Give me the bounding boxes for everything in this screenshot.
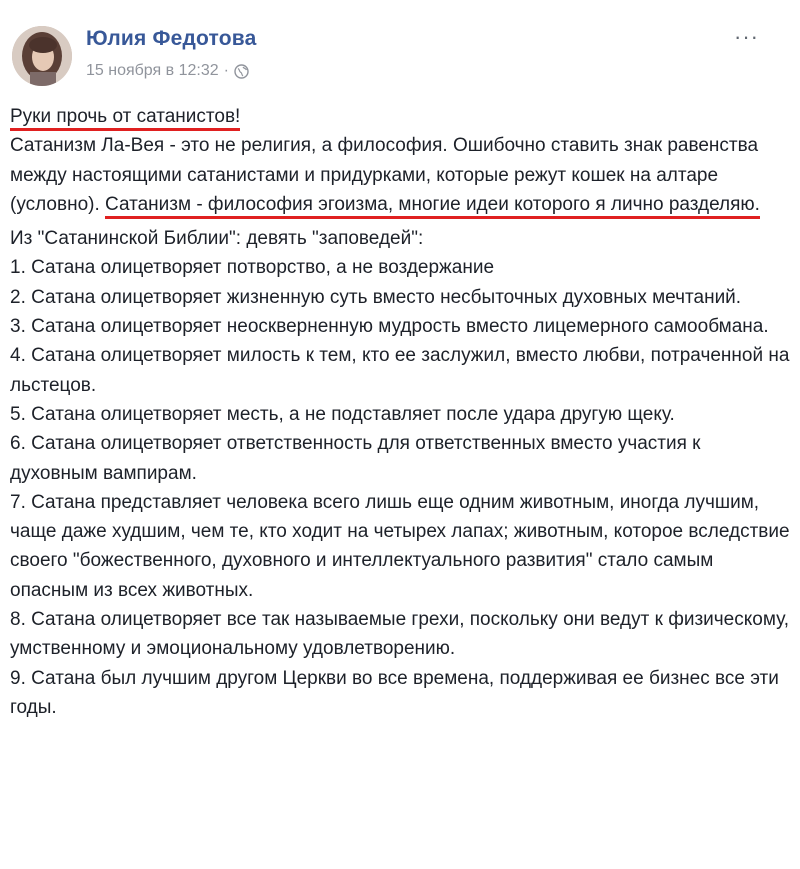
meta-separator: · <box>223 62 229 79</box>
list-item: 5. Сатана олицетворяет месть, а не подставляет после удара другую щеку. <box>10 403 675 425</box>
list-item: 7. Сатана представляет человека всего лишь еще одним животным, иногда лучшим, чаще даже худшим, чем те, кто ходит на четырех лапах; животным, которое вследствие своего "божественного, духовного и интеллектуального развития" стало самым опасным из всех животных. <box>10 491 790 601</box>
post-timestamp[interactable]: 15 ноября в 12:32 <box>86 62 219 79</box>
avatar-photo <box>12 26 72 86</box>
author-name[interactable]: Юлия Федотова <box>86 27 257 50</box>
paragraph-1-highlight: Сатанизм - философия эгоизма, многие идеи которого я лично разделяю. <box>105 194 760 219</box>
post-meta <box>86 62 249 80</box>
post-body <box>10 102 790 722</box>
list-item: 6. Сатана олицетворяет ответственность для ответственных вместо участия к духовным вампирам. <box>10 433 701 484</box>
list-item: 1. Сатана олицетворяет потворство, а не воздержание <box>10 257 495 279</box>
list-item: 8. Сатана олицетворяет все так называемые грехи, поскольку они ведут к физическому, умственному и эмоциональному удовлетворению. <box>10 609 789 660</box>
post-paragraph-1 <box>10 131 790 219</box>
avatar[interactable] <box>12 26 72 86</box>
list-item: 4. Сатана олицетворяет милость к тем, кто ее заслужил, вместо любви, потраченной на льстецов. <box>10 345 790 396</box>
more-options-icon[interactable]: ··· <box>734 24 759 49</box>
list-intro: Из "Сатанинской Библии": девять "заповедей": <box>10 228 424 250</box>
paragraph-1-text: Сатанизм Ла-Вея - это не религия, а философия. Ошибочно ставить знак равенства между настоящими сатанистами и придурками, которые режут кошек на алтаре (условно). <box>10 135 759 215</box>
list-item: 2. Сатана олицетворяет жизненную суть вместо несбыточных духовных мечтаний. <box>10 286 742 308</box>
list-item: 9. Сатана был лучшим другом Церкви во все времена, поддерживая ее бизнес все эти годы. <box>10 667 779 718</box>
list-item: 3. Сатана олицетворяет неоскверненную мудрость вместо лицемерного самообмана. <box>10 316 769 338</box>
globe-icon[interactable] <box>234 64 249 79</box>
post-headline: Руки прочь от сатанистов! <box>10 106 240 131</box>
